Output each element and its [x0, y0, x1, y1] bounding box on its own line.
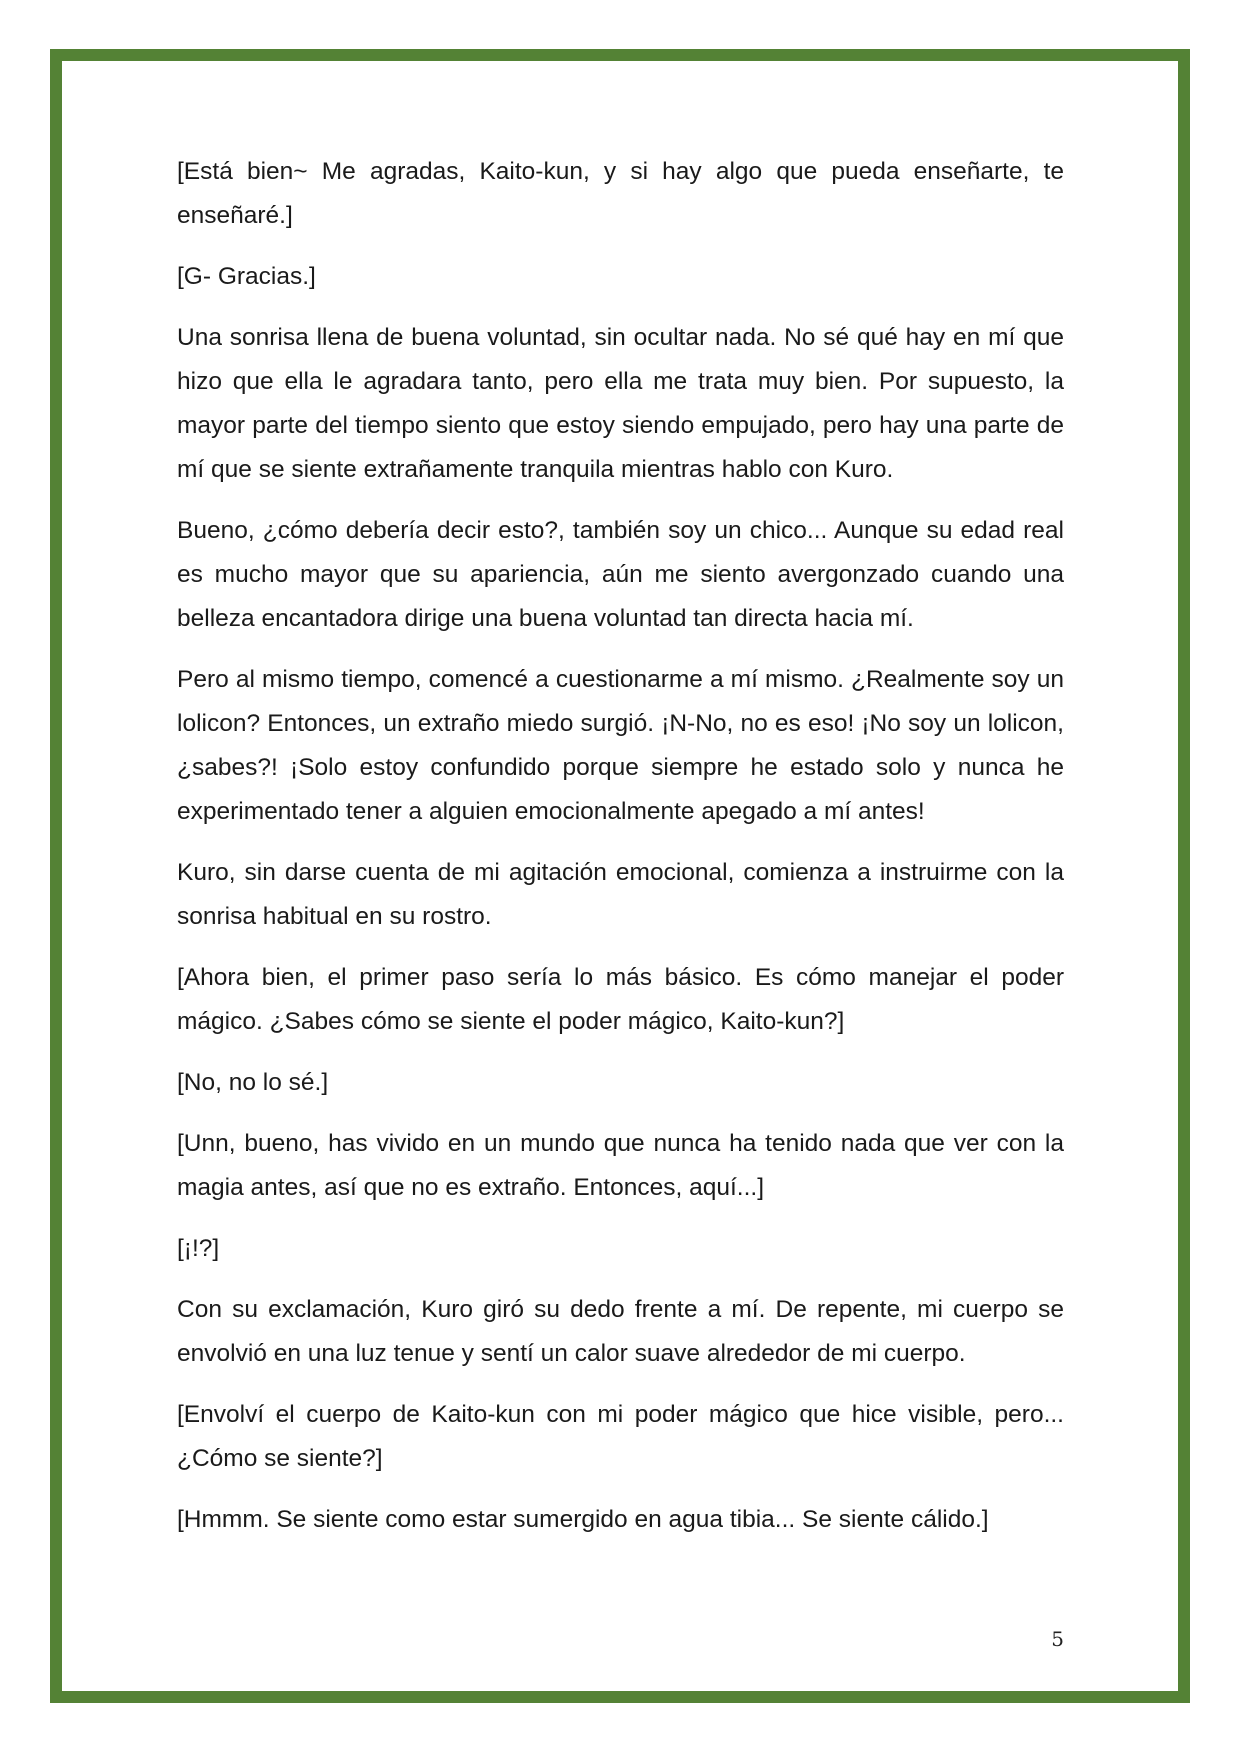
page-number: 5 — [1051, 1627, 1064, 1651]
document-body — [177, 150, 1064, 1559]
paragraph-13: [Hmmm. Se siente como estar sumergido en agua tibia... Se siente cálido.] — [177, 1506, 989, 1533]
paragraph-2: [G- Gracias.] — [177, 263, 316, 290]
paragraph-7: [Ahora bien, el primer paso sería lo más básico. Es cómo manejar el poder mágico. ¿Sabes cómo se siente el poder mágico, Kaito-kun?] — [177, 964, 1064, 1035]
paragraph-1: [Está bien~ Me agradas, Kaito-kun, y si hay algo que pueda enseñarte, te enseñaré.] — [177, 158, 1064, 229]
paragraph-6: Kuro, sin darse cuenta de mi agitación emocional, comienza a instruirme con la sonrisa habitual en su rostro. — [177, 859, 1064, 930]
paragraph-8: [No, no lo sé.] — [177, 1069, 329, 1096]
paragraph-5: Pero al mismo tiempo, comencé a cuestionarme a mí mismo. ¿Realmente soy un lolicon? Entonces, un extraño miedo surgió. ¡N-No, no es eso! ¡No soy un lolicon, ¿sabes?! ¡Solo estoy confundido porque siempre he estado solo y nunca he experimentado tener a alguien emocionalmente apegado a mí antes! — [177, 666, 1064, 825]
paragraph-4: Bueno, ¿cómo debería decir esto?, también soy un chico... Aunque su edad real es mucho mayor que su apariencia, aún me siento avergonzado cuando una belleza encantadora dirige una buena voluntad tan directa hacia mí. — [177, 517, 1064, 632]
paragraph-10: [¡!?] — [177, 1235, 220, 1262]
paragraph-9: [Unn, bueno, has vivido en un mundo que nunca ha tenido nada que ver con la magia antes, así que no es extraño. Entonces, aquí...] — [177, 1130, 1064, 1201]
paragraph-11: Con su exclamación, Kuro giró su dedo frente a mí. De repente, mi cuerpo se envolvió en una luz tenue y sentí un calor suave alrededor de mi cuerpo. — [177, 1296, 1064, 1367]
paragraph-3: Una sonrisa llena de buena voluntad, sin ocultar nada. No sé qué hay en mí que hizo que ella le agradara tanto, pero ella me trata muy bien. Por supuesto, la mayor parte del tiempo siento que estoy siendo empujado, pero hay una parte de mí que se siente extrañamente tranquila mientras hablo con Kuro. — [177, 324, 1064, 483]
paragraph-12: [Envolví el cuerpo de Kaito-kun con mi poder mágico que hice visible, pero... ¿Cómo se siente?] — [177, 1401, 1064, 1472]
